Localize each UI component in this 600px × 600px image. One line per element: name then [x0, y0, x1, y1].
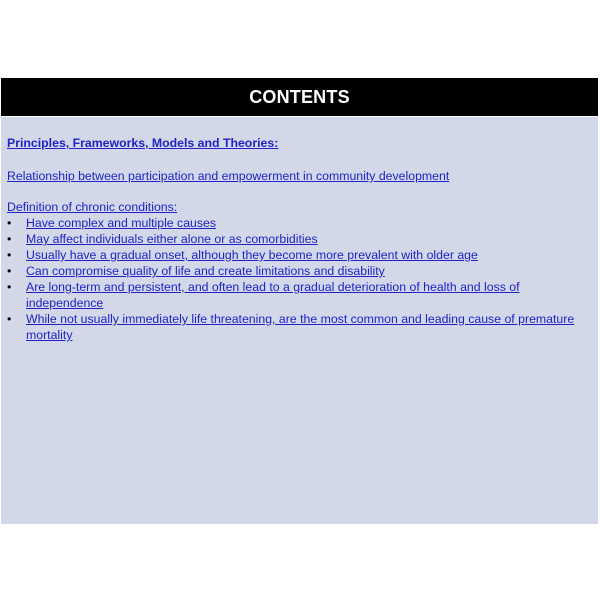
principles-heading-link[interactable]: Principles, Frameworks, Models and Theories: [7, 136, 279, 150]
definition-link[interactable]: Definition of chronic conditions: [7, 200, 178, 214]
page-title: CONTENTS [249, 86, 350, 107]
list-item [7, 311, 590, 343]
contents-panel [1, 117, 598, 524]
list-item [7, 215, 590, 231]
bullet-icon: • [7, 280, 12, 294]
bullet-icon: • [7, 312, 12, 326]
bullet-link[interactable]: Can compromise quality of life and create limitations and disability [26, 264, 385, 278]
chronic-conditions-list [7, 215, 590, 343]
bullet-icon: • [7, 264, 12, 278]
relationship-link[interactable]: Relationship between participation and empowerment in community development [7, 169, 450, 183]
bullet-icon: • [7, 248, 12, 262]
bullet-link[interactable]: Usually have a gradual onset, although they become more prevalent with older age [26, 248, 478, 262]
bullet-link[interactable]: While not usually immediately life threatening, are the most common and leading cause of premature mortality [26, 312, 575, 342]
list-item [7, 247, 590, 263]
list-item [7, 279, 590, 311]
list-item [7, 263, 590, 279]
list-item [7, 231, 590, 247]
bullet-icon: • [7, 232, 12, 246]
bullet-icon: • [7, 216, 12, 230]
bullet-link[interactable]: Have complex and multiple causes [26, 216, 217, 230]
bullet-link[interactable]: Are long-term and persistent, and often lead to a gradual deterioration of health and loss of independence [26, 280, 520, 310]
bullet-link[interactable]: May affect individuals either alone or as comorbidities [26, 232, 318, 246]
title-bar [1, 78, 598, 116]
